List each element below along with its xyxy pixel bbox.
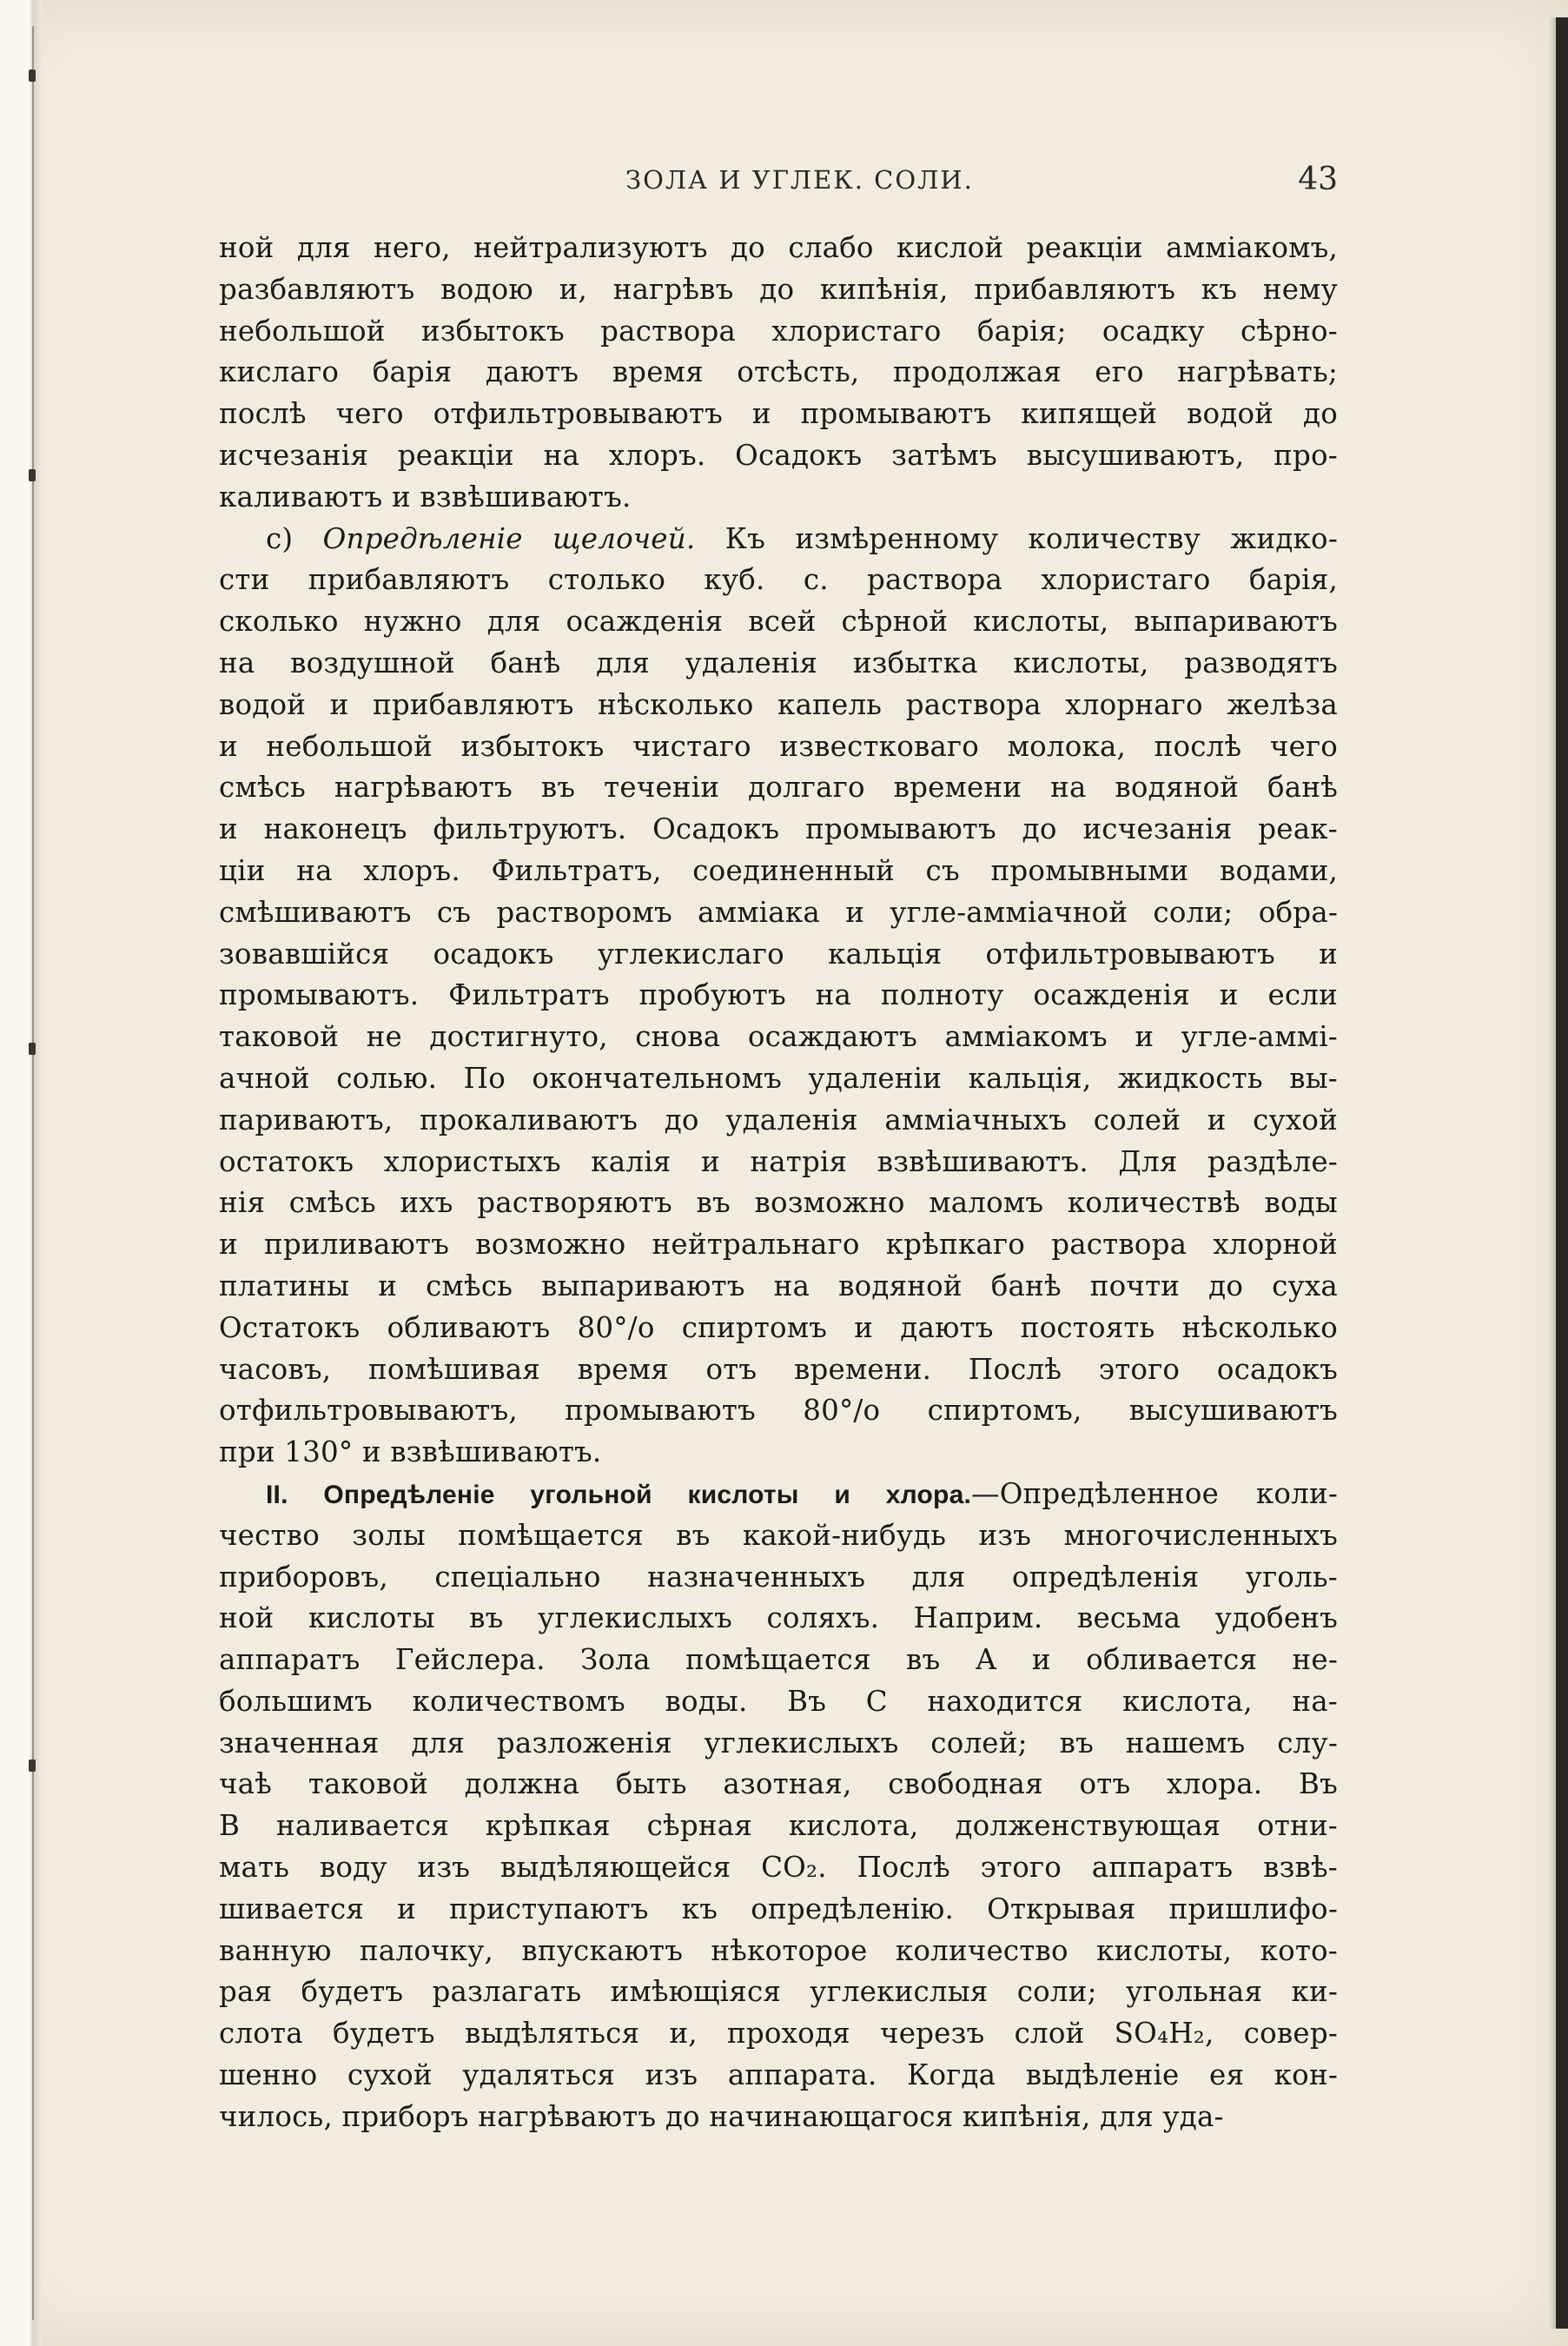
text-line: значенная для разложенія углекислыхъ солей; въ нашемъ слу-: [219, 1726, 1338, 1760]
running-title: ЗОЛА И УГЛЕК. СОЛИ.: [625, 165, 974, 195]
page-right-shadow: [1547, 17, 1556, 2329]
binding-mark: [29, 1043, 36, 1055]
body-text: [219, 228, 1338, 2138]
text-line: отфильтровываютъ, промываютъ 80°/о спиртомъ, высушиваютъ: [219, 1394, 1338, 1428]
binding-mark: [29, 70, 36, 82]
text-line: чаѣ таковой должна быть азотная, свободная отъ хлора. Въ: [219, 1767, 1338, 1801]
text-line: аппаратъ Гейслера. Зола помѣщается въ А и обливается не-: [219, 1643, 1338, 1677]
binding-line: [32, 26, 34, 2320]
text-line: шенно сухой удаляться изъ аппарата. Когда выдѣленіе ея кон-: [219, 2058, 1338, 2092]
text-line: шивается и приступаютъ къ опредѣленію. Открывая пришлифо-: [219, 1892, 1338, 1925]
text-line: рая будетъ разлагать имѣющіяся углекислыя соли; угольная ки-: [219, 1975, 1338, 2009]
text-line: В наливается крѣпкая сѣрная кислота, долженствующая отни-: [219, 1809, 1338, 1843]
paragraph-alkali: [219, 560, 1338, 1474]
text-line: париваютъ, прокаливаютъ до удаленія амміачныхъ солей и сухой: [219, 1103, 1338, 1137]
text-line: мать воду изъ выдѣляющейся CO₂. Послѣ этого аппаратъ взвѣ-: [219, 1851, 1338, 1885]
text-line: и наконецъ фильтруютъ. Осадокъ промываютъ до исчезанія реак-: [219, 812, 1338, 846]
section-title-alkali: Опредѣленіе щелочей.: [322, 521, 696, 555]
text-line: нія смѣсь ихъ растворяютъ въ возможно маломъ количествѣ воды: [219, 1186, 1338, 1220]
section-marker: c): [266, 521, 294, 555]
line-text: Къ измѣренному количеству жидко-: [724, 521, 1338, 555]
text-line: ной для него, нейтрализуютъ до слабо кислой реакціи амміакомъ,: [219, 231, 1338, 264]
text-line: слота будетъ выдѣляться и, проходя черезъ слой SO₄H₂, совер-: [219, 2017, 1338, 2051]
text-line: большимъ количествомъ воды. Въ С находится кислота, на-: [219, 1684, 1338, 1718]
text-line: небольшой избытокъ раствора хлористаго барія; осадку сѣрно-: [219, 314, 1338, 348]
section-heading-carbonic-chlorine: II. Опредѣленіе угольной кислоты и хлора.: [266, 1480, 972, 1509]
text-line: разбавляютъ водою и, нагрѣвъ до кипѣнія, прибавляютъ къ нему: [219, 272, 1338, 306]
text-line: платины и смѣсь выпариваютъ на водяной банѣ почти до суха: [219, 1269, 1338, 1302]
text-line: ачной солью. По окончательномъ удаленіи кальція, жидкость вы-: [219, 1061, 1338, 1095]
text-line: ванную палочку, впускаютъ нѣкоторое количество кислоты, кото-: [219, 1933, 1338, 1967]
text-line: смѣсь нагрѣваютъ въ теченіи долгаго времени на водяной банѣ: [219, 771, 1338, 805]
text-line: часовъ, помѣшивая время отъ времени. Послѣ этого осадокъ: [219, 1352, 1338, 1386]
line-text: —Опредѣленное коли-: [971, 1476, 1338, 1510]
text-line: приборовъ, спеціально назначенныхъ для опредѣленія уголь-: [219, 1560, 1338, 1594]
text-line: остатокъ хлористыхъ калія и натрія взвѣшиваютъ. Для раздѣле-: [219, 1144, 1338, 1178]
text-line: водой и прибавляютъ нѣсколько капель раствора хлорнаго желѣза: [219, 687, 1338, 721]
text-line: послѣ чего отфильтровываютъ и промываютъ кипящей водой до: [219, 397, 1338, 431]
text-line: Остатокъ обливаютъ 80°/о спиртомъ и даютъ постоять нѣсколько: [219, 1310, 1338, 1344]
text-line: и приливаютъ возможно нейтральнаго крѣпкаго раствора хлорной: [219, 1228, 1338, 1262]
text-line: зовавшійся осадокъ углекислаго кальція отфильтровываютъ и: [219, 937, 1338, 971]
text-line: каливаютъ и взвѣшиваютъ.: [219, 480, 632, 514]
text-line: чество золы помѣщается въ какой-нибудь изъ многочисленныхъ: [219, 1518, 1338, 1552]
text-line: ной кислоты въ углекислыхъ соляхъ. Наприм. весьма удобенъ: [219, 1601, 1338, 1635]
text-line: ціи на хлоръ. Фильтратъ, соединенный съ промывными водами,: [219, 853, 1338, 887]
text-line: на воздушной банѣ для удаленія избытка кислоты, разводятъ: [219, 646, 1338, 679]
page-number: 43: [1298, 162, 1338, 197]
text-line: сти прибавляютъ столько куб. с. раствора хлористаго барія,: [219, 563, 1338, 597]
paragraph-alkali-first-line: [219, 519, 1338, 560]
binding-mark: [29, 469, 36, 481]
paragraph-carbonic-first-line: [219, 1474, 1338, 1515]
text-line: исчезанія реакціи на хлоръ. Осадокъ затѣмъ высушиваютъ, про-: [219, 438, 1338, 472]
text-line: смѣшиваютъ съ растворомъ амміака и угле-амміачной соли; обра-: [219, 895, 1338, 929]
text-line: таковой не достигнуто, снова осаждаютъ амміакомъ и угле-аммі-: [219, 1020, 1338, 1054]
text-line: при 130° и взвѣшиваютъ.: [219, 1435, 602, 1469]
running-head: [217, 162, 1338, 196]
text-line: промываютъ. Фильтратъ пробуютъ на полноту осажденія и если: [219, 978, 1338, 1012]
paragraph-carbonic: [219, 1515, 1338, 2138]
text-line: сколько нужно для осажденія всей сѣрной кислоты, выпариваютъ: [219, 605, 1338, 639]
paragraph-sulfuric-end: [219, 228, 1338, 519]
page-right-edge: [1556, 17, 1568, 2329]
text-line: чилось, приборъ нагрѣваютъ до начинающагося кипѣнія, для уда-: [219, 2099, 1224, 2133]
page-left-margin: [0, 0, 42, 2346]
text-line: и небольшой избытокъ чистаго известковаго молока, послѣ чего: [219, 729, 1338, 763]
binding-mark: [29, 1760, 36, 1772]
text-line: кислаго барія даютъ время отсѣсть, продолжая его нагрѣвать;: [219, 355, 1338, 389]
